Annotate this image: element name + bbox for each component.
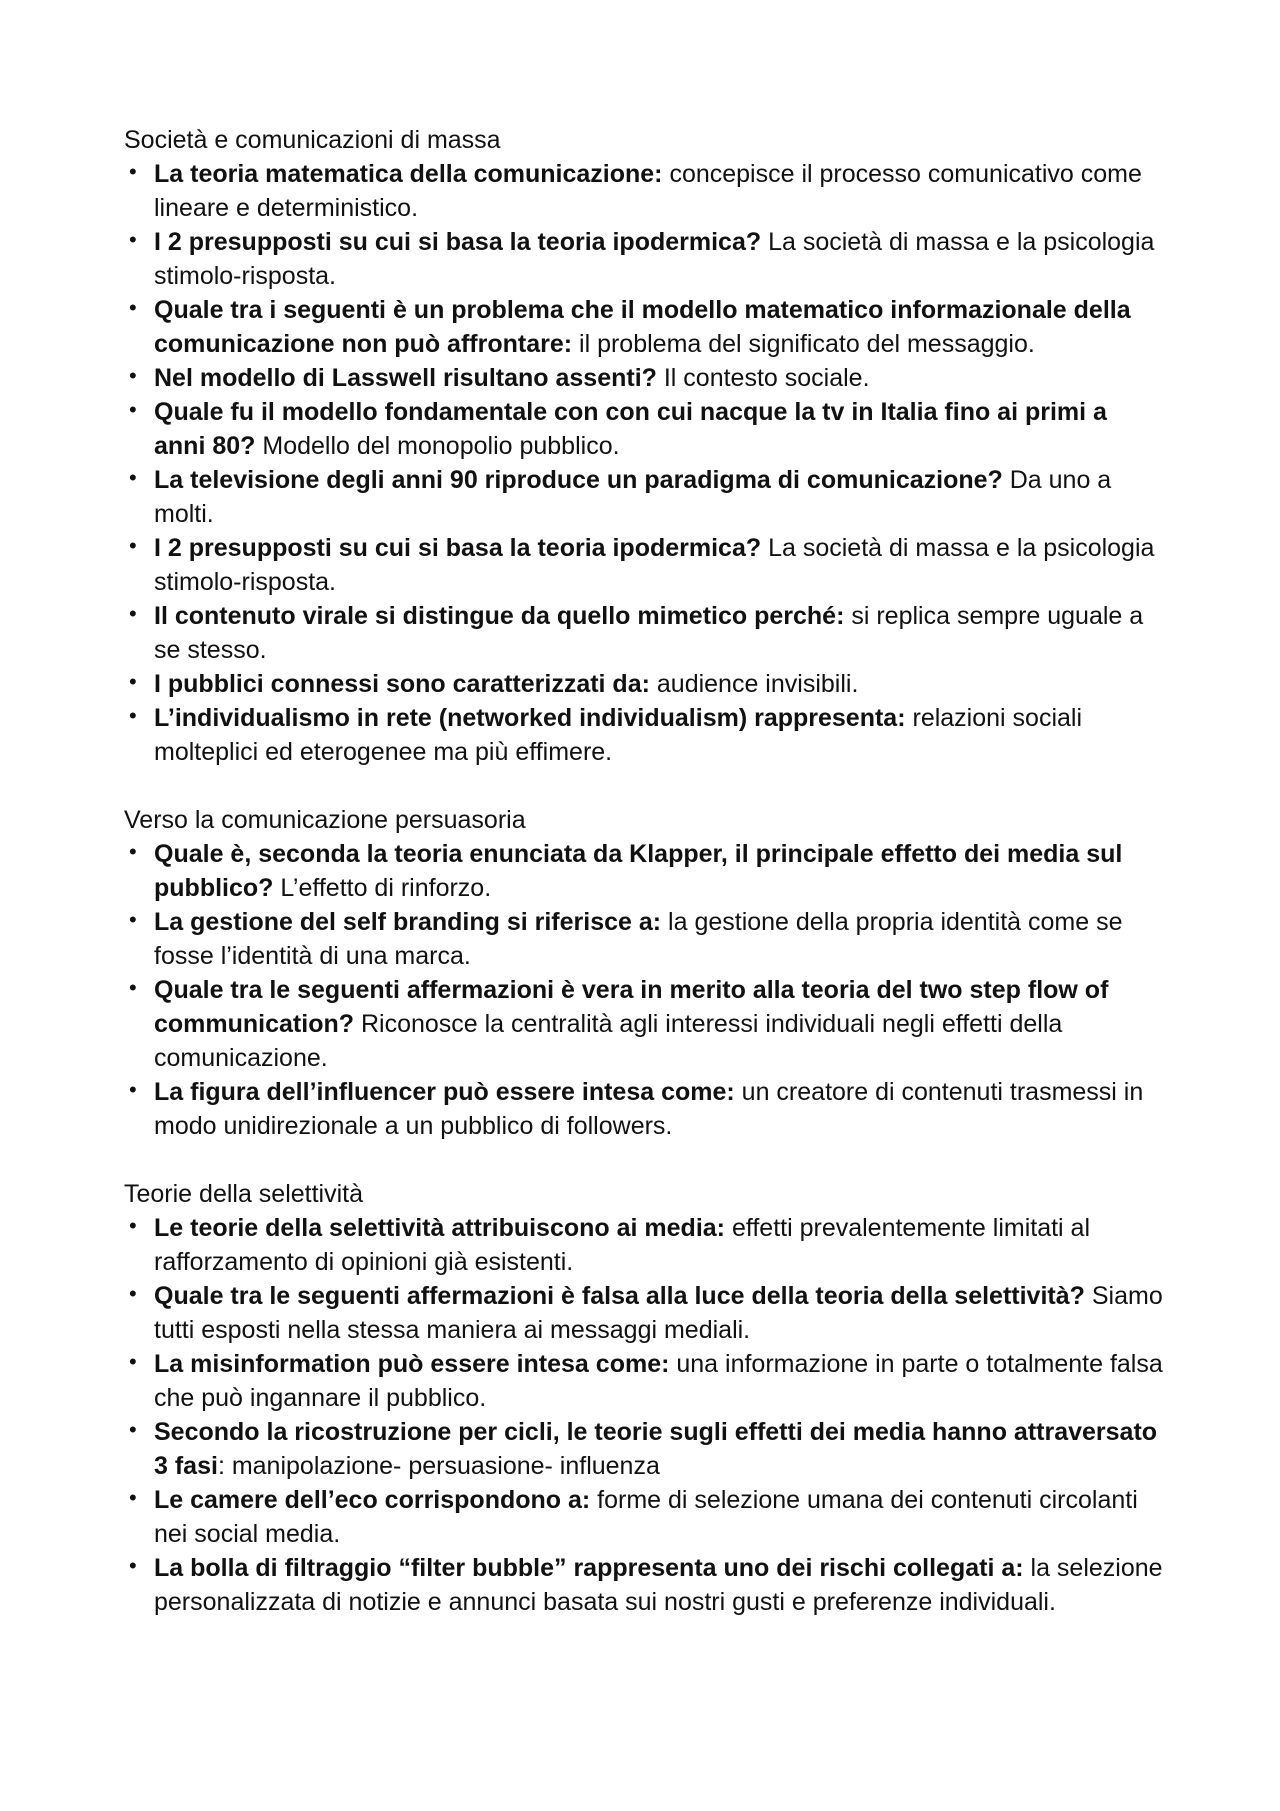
question-text: Le teorie della selettività attribuiscono ai media: bbox=[154, 1214, 725, 1242]
section-teorie-selettivita bbox=[124, 1177, 1164, 1619]
answer-text: una informazione in parte o totalmente falsa che può ingannare il pubblico. bbox=[154, 1350, 1163, 1412]
bullet-icon: • bbox=[129, 465, 137, 490]
answer-text: La società di massa e la psicologia stimolo-risposta. bbox=[154, 534, 1155, 596]
section-title: Verso la comunicazione persuasoria bbox=[124, 806, 526, 834]
answer-text: concepisce il processo comunicativo come lineare e deterministico. bbox=[154, 160, 1142, 222]
answer-text: la gestione della propria identità come se fosse l’identità di una marca. bbox=[154, 908, 1123, 970]
question-text: La gestione del self branding si riferisce a: bbox=[154, 908, 662, 936]
list-item bbox=[124, 1551, 1164, 1619]
question-text: Nel modello di Lasswell risultano assenti? bbox=[154, 364, 657, 392]
bullet-icon: • bbox=[129, 159, 137, 184]
answer-text: : manipolazione- persuasione- influenza bbox=[217, 1452, 660, 1480]
list-item bbox=[124, 1415, 1164, 1483]
bullet-icon: • bbox=[129, 601, 137, 626]
question-text: I pubblici connessi sono caratterizzati da: bbox=[154, 670, 650, 698]
bullet-icon: • bbox=[129, 1213, 137, 1238]
list-item bbox=[124, 973, 1164, 1075]
bullet-icon: • bbox=[129, 1281, 137, 1306]
bullet-icon: • bbox=[129, 227, 137, 252]
question-text: Quale tra le seguenti affermazioni è falsa alla luce della teoria della selettività? bbox=[154, 1282, 1085, 1310]
question-text: Secondo la ricostruzione per cicli, le teorie sugli effetti dei media hanno attraversato 3 fasi bbox=[154, 1418, 1158, 1480]
answer-text: Il contesto sociale. bbox=[656, 364, 870, 392]
question-text: La teoria matematica della comunicazione: bbox=[154, 160, 663, 188]
bullet-icon: • bbox=[129, 533, 137, 558]
question-text: La figura dell’influencer può essere intesa come: bbox=[154, 1078, 735, 1106]
list-item bbox=[124, 1347, 1164, 1415]
list-item bbox=[124, 225, 1164, 293]
question-text: La misinformation può essere intesa come: bbox=[154, 1350, 670, 1378]
list-item bbox=[124, 1279, 1164, 1347]
bullet-icon: • bbox=[129, 1553, 137, 1578]
question-text: I 2 presupposti su cui si basa la teoria ipodermica? bbox=[154, 228, 762, 256]
question-text: I 2 presupposti su cui si basa la teoria ipodermica? bbox=[154, 534, 762, 562]
list-item bbox=[124, 1075, 1164, 1143]
question-text: Quale è, seconda la teoria enunciata da Klapper, il principale effetto dei media sul pubblico? bbox=[154, 840, 1123, 902]
list-item bbox=[124, 361, 1164, 395]
bullet-icon: • bbox=[129, 669, 137, 694]
bullet-icon: • bbox=[129, 1485, 137, 1510]
answer-text: Riconosce la centralità agli interessi individuali negli effetti della comunicazione. bbox=[154, 1010, 1063, 1072]
question-text: La televisione degli anni 90 riproduce un paradigma di comunicazione? bbox=[154, 466, 1003, 494]
answer-text: La società di massa e la psicologia stimolo-risposta. bbox=[154, 228, 1155, 290]
question-text: La bolla di filtraggio “filter bubble” rappresenta uno dei rischi collegati a: bbox=[154, 1554, 1024, 1582]
question-text: Il contenuto virale si distingue da quello mimetico perché: bbox=[154, 602, 845, 630]
question-text: Quale fu il modello fondamentale con con cui nacque la tv in Italia fino ai primi a anni 80? bbox=[154, 398, 1107, 460]
bullet-icon: • bbox=[129, 975, 137, 1000]
qa-list bbox=[124, 157, 1164, 769]
qa-list bbox=[124, 837, 1164, 1143]
answer-text: si replica sempre uguale a se stesso. bbox=[154, 602, 1144, 664]
question-text: Quale tra le seguenti affermazioni è vera in merito alla teoria del two step flow of communication? bbox=[154, 976, 1109, 1038]
list-item bbox=[124, 463, 1164, 531]
list-item bbox=[124, 1483, 1164, 1551]
answer-text: L’effetto di rinforzo. bbox=[273, 874, 492, 902]
bullet-icon: • bbox=[129, 1349, 137, 1374]
bullet-icon: • bbox=[129, 1417, 137, 1442]
section-comunicazione-persuasoria bbox=[124, 803, 1164, 1143]
document-page bbox=[124, 123, 1164, 1619]
list-item bbox=[124, 293, 1164, 361]
bullet-icon: • bbox=[129, 907, 137, 932]
bullet-icon: • bbox=[129, 397, 137, 422]
answer-text: un creatore di contenuti trasmessi in modo unidirezionale a un pubblico di followers. bbox=[154, 1078, 1144, 1140]
bullet-icon: • bbox=[129, 363, 137, 388]
question-text: Le camere dell’eco corrispondono a: bbox=[154, 1486, 591, 1514]
answer-text: relazioni sociali molteplici ed eterogenee ma più effimere. bbox=[154, 704, 1083, 766]
answer-text: audience invisibili. bbox=[649, 670, 859, 698]
answer-text: effetti prevalentemente limitati al rafforzamento di opinioni già esistenti. bbox=[154, 1214, 1091, 1276]
list-item bbox=[124, 701, 1164, 769]
list-item bbox=[124, 395, 1164, 463]
answer-text: la selezione personalizzata di notizie e annunci basata sui nostri gusti e preferenze individuali. bbox=[154, 1554, 1163, 1616]
answer-text: Siamo tutti esposti nella stessa maniera ai messaggi mediali. bbox=[154, 1282, 1163, 1344]
bullet-icon: • bbox=[129, 703, 137, 728]
bullet-icon: • bbox=[129, 1077, 137, 1102]
list-item bbox=[124, 667, 1164, 701]
list-item bbox=[124, 905, 1164, 973]
list-item bbox=[124, 531, 1164, 599]
answer-text: Modello del monopolio pubblico. bbox=[255, 432, 620, 460]
answer-text: il problema del significato del messaggio. bbox=[572, 330, 1035, 358]
qa-list bbox=[124, 1211, 1164, 1619]
section-societa-comunicazioni bbox=[124, 123, 1164, 769]
bullet-icon: • bbox=[129, 295, 137, 320]
list-item bbox=[124, 599, 1164, 667]
list-item bbox=[124, 157, 1164, 225]
section-title: Società e comunicazioni di massa bbox=[124, 126, 501, 154]
answer-text: forme di selezione umana dei contenuti circolanti nei social media. bbox=[154, 1486, 1138, 1548]
question-text: L’individualismo in rete (networked individualism) rappresenta: bbox=[154, 704, 906, 732]
answer-text: Da uno a molti. bbox=[154, 466, 1112, 528]
question-text: Quale tra i seguenti è un problema che il modello matematico informazionale della comunicazione non può affrontare: bbox=[154, 296, 1131, 358]
list-item bbox=[124, 1211, 1164, 1279]
bullet-icon: • bbox=[129, 839, 137, 864]
section-title: Teorie della selettività bbox=[124, 1180, 364, 1208]
list-item bbox=[124, 837, 1164, 905]
